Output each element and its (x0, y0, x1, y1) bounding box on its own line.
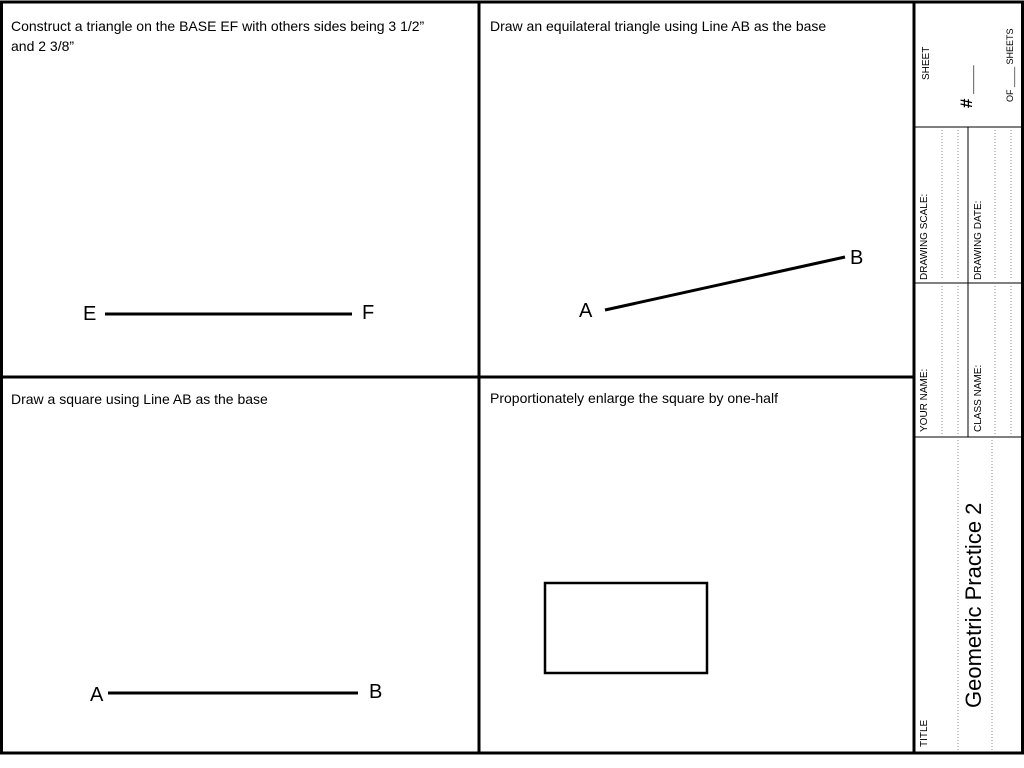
sheet-number: # ___ (957, 65, 976, 108)
point-label-a-top: A (579, 300, 593, 322)
class-name-label: CLASS NAME: (973, 364, 984, 432)
instruction-equilateral-triangle: Draw an equilateral triangle using Line AB as the base (490, 18, 827, 34)
point-label-b-bottom: B (369, 681, 383, 703)
instruction-enlarge-square: Proportionately enlarge the square by one-half (490, 390, 778, 406)
point-label-a-bottom: A (90, 684, 104, 706)
sheet-label: SHEET (921, 46, 932, 80)
title-label: TITLE (919, 719, 930, 747)
square-shape (545, 583, 707, 673)
of-sheets: OF ____ SHEETS (1005, 28, 1015, 102)
instruction-triangle-ef: Construct a triangle on the BASE EF with others sides being 3 1/2” and 2 3/8” (11, 18, 425, 54)
drawing-title: Geometric Practice 2 (961, 502, 986, 708)
point-label-f: F (362, 302, 375, 324)
line-ab-top (605, 257, 845, 310)
instruction-square: Draw a square using Line AB as the base (11, 391, 268, 407)
point-label-e: E (83, 303, 97, 325)
your-name-label: YOUR NAME: (919, 368, 930, 432)
drawing-scale-label: DRAWING SCALE: (919, 193, 930, 280)
point-label-b-top: B (850, 247, 864, 269)
drawing-date-label: DRAWING DATE: (973, 200, 984, 280)
